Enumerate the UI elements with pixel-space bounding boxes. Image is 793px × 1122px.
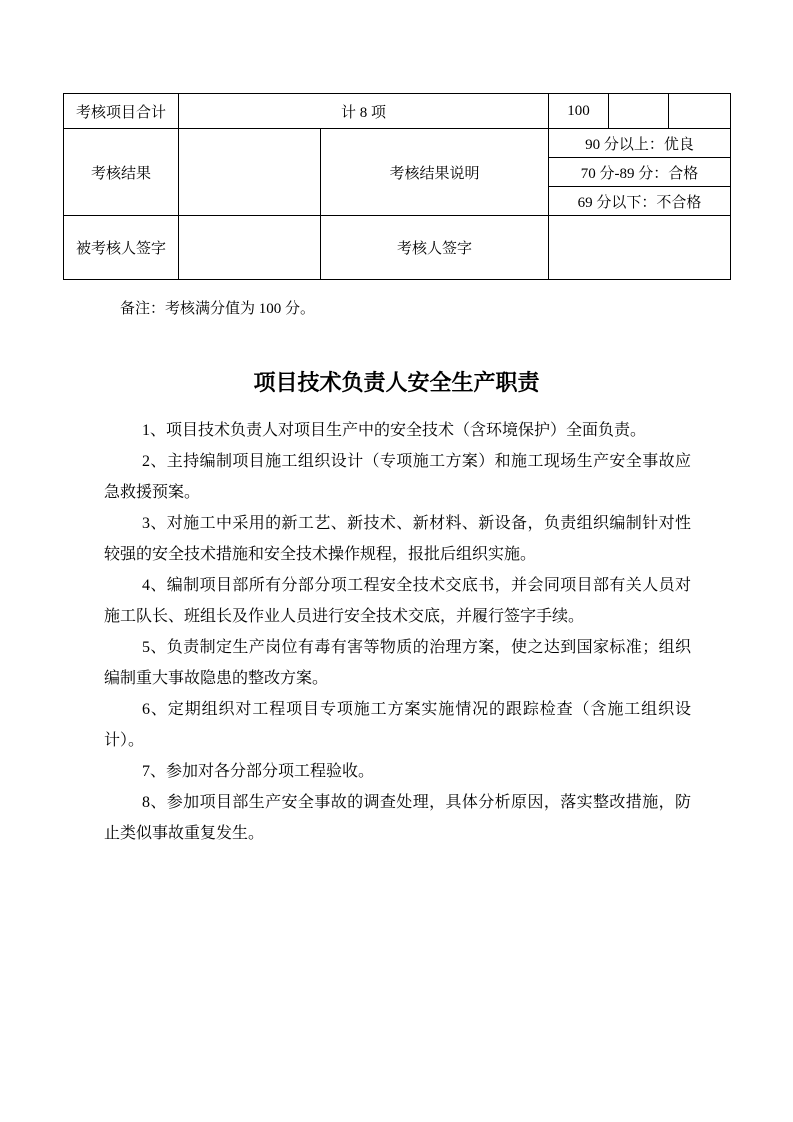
responsibility-item-3: 3、对施工中采用的新工艺、新技术、新材料、新设备，负责组织编制针对性较强的安全技术措施和安全技术操作规程，报批后组织实施。 bbox=[104, 515, 691, 563]
table-footnote: 备注：考核满分值为 100 分。 bbox=[120, 301, 316, 317]
table-row-total bbox=[64, 94, 731, 129]
total-items-count: 计 8 项 bbox=[179, 94, 549, 129]
table-row-result bbox=[64, 129, 731, 158]
grade-fail: 69 分以下：不合格 bbox=[549, 187, 731, 216]
assessor-signature-label: 考核人签字 bbox=[321, 216, 549, 280]
section-title: 项目技术负责人安全生产职责 bbox=[253, 370, 540, 395]
total-empty-cell-2 bbox=[669, 94, 731, 129]
total-empty-cell-1 bbox=[609, 94, 669, 129]
assessee-signature-label: 被考核人签字 bbox=[64, 216, 179, 280]
responsibility-item-8: 8、参加项目部生产安全事故的调查处理，具体分析原因，落实整改措施，防止类似事故重复发生。 bbox=[104, 794, 691, 842]
assessor-signature-cell bbox=[549, 216, 731, 280]
responsibility-item-2: 2、主持编制项目施工组织设计（专项施工方案）和施工现场生产安全事故应急救援预案。 bbox=[104, 453, 691, 501]
responsibility-item-7: 7、参加对各分部分项工程验收。 bbox=[142, 763, 375, 780]
assessee-signature-cell bbox=[179, 216, 321, 280]
responsibility-item-4: 4、编制项目部所有分部分项工程安全技术交底书，并会同项目部有关人员对施工队长、班组长及作业人员进行安全技术交底，并履行签字手续。 bbox=[104, 577, 691, 625]
responsibility-item-1: 1、项目技术负责人对项目生产中的安全技术（含环境保护）全面负责。 bbox=[142, 422, 647, 439]
result-value-cell bbox=[179, 129, 321, 216]
total-score-value: 100 bbox=[549, 94, 609, 129]
grade-excellent: 90 分以上：优良 bbox=[549, 129, 731, 158]
result-label: 考核结果 bbox=[64, 129, 179, 216]
grade-pass: 70 分-89 分：合格 bbox=[549, 158, 731, 187]
total-items-label: 考核项目合计 bbox=[64, 94, 179, 129]
result-desc-label: 考核结果说明 bbox=[321, 129, 549, 216]
responsibilities-list bbox=[104, 415, 691, 849]
responsibility-item-5: 5、负责制定生产岗位有毒有害等物质的治理方案，使之达到国家标准；组织编制重大事故隐患的整改方案。 bbox=[104, 639, 691, 687]
assessment-result-table bbox=[63, 93, 731, 280]
responsibility-item-6: 6、定期组织对工程项目专项施工方案实施情况的跟踪检查（含施工组织设计）。 bbox=[104, 701, 691, 749]
table-row-signature bbox=[64, 216, 731, 280]
